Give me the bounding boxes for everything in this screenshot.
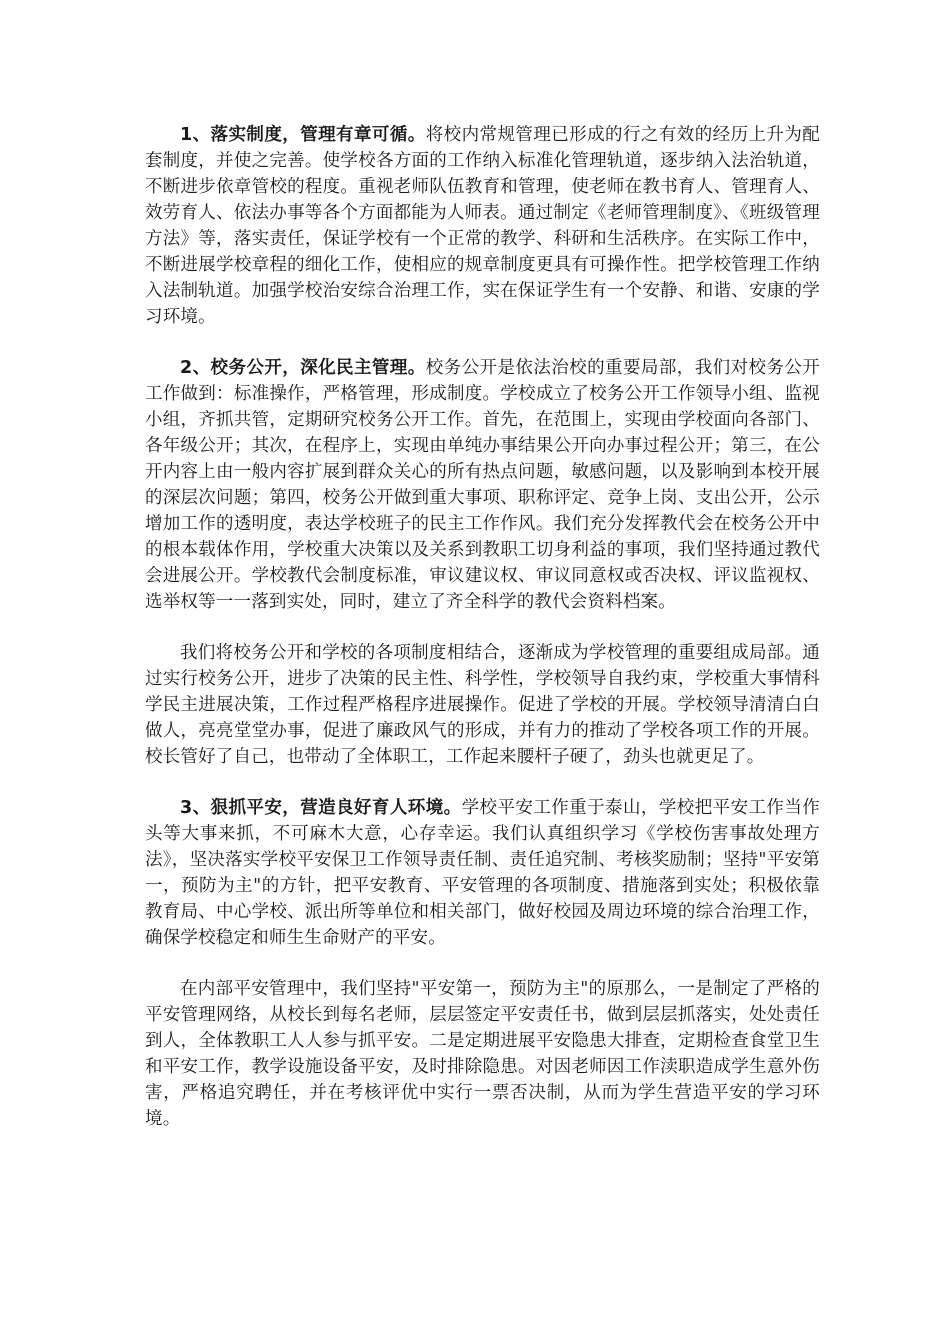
paragraph-1 (145, 122, 820, 330)
paragraph-5-body: 在内部平安管理中，我们坚持"平安第一，预防为主"的原那么，一是制定了严格的平安管理网络，从校长到每名老师，层层签定平安责任书，做到层层抓落实，处处责任到人，全体教职工人人参与抓平安。二是定期进展平安隐患大排查，定期检查食堂卫生和平安工作，教学设施设备平安，及时排除隐患。对因老师因工作渎职造成学生意外伤害，严格追究聘任，并在考核评优中实行一票否决制，从而为学生营造平安的学习环境。 (145, 979, 820, 1129)
paragraph-4-body: 学校平安工作重于泰山，学校把平安工作当作头等大事来抓，不可麻木大意，心存幸运。我们认真组织学习《学校伤害事故处理方法》，坚决落实学校平安保卫工作领导责任制、责任追究制、考核奖励制；坚持"平安第一，预防为主"的方针，把平安教育、平安管理的各项制度、措施落到实处；积极依靠教育局、中心学校、派出所等单位和相关部门，做好校园及周边环境的综合治理工作，确保学校稳定和师生生命财产的平安。 (145, 798, 820, 948)
paragraph-1-heading: 1、落实制度，管理有章可循。 (180, 125, 426, 145)
paragraph-2-body: 校务公开是依法治校的重要局部，我们对校务公开工作做到：标准操作，严格管理，形成制度。学校成立了校务公开工作领导小组、监视小组，齐抓共管，定期研究校务公开工作。首先，在范围上，实现由学校面向各部门、各年级公开；其次，在程序上，实现由单纯办事结果公开向办事过程公开；第三，在公开内容上由一般内容扩展到群众关心的所有热点问题，敏感问题，以及影响到本校开展的深层次问题；第四，校务公开做到重大事项、职称评定、竞争上岗、支出公开，公示增加工作的透明度，表达学校班子的民主工作作风。我们充分发挥教代会在校务公开中的根本载体作用，学校重大决策以及关系到教职工切身利益的事项，我们坚持通过教代会进展公开。学校教代会制度标准，审议建议权、审议同意权或否决权、评议监视权、选举权等一一落到实处，同时，建立了齐全科学的教代会资料档案。 (145, 358, 820, 612)
paragraph-3-body: 我们将校务公开和学校的各项制度相结合，逐渐成为学校管理的重要组成局部。通过实行校务公开，进步了决策的民主性、科学性，学校领导自我约束，学校重大事情科学民主进展决策，工作过程严格程序进展操作。促进了学校的开展。学校领导清清白白做人，亮亮堂堂办事，促进了廉政风气的形成，并有力的推动了学校各项工作的开展。校长管好了自己，也带动了全体职工，工作起来腰杆子硬了，劲头也就更足了。 (145, 643, 820, 767)
paragraph-5 (145, 976, 820, 1132)
paragraph-2 (145, 355, 820, 615)
paragraph-4-heading: 3、狠抓平安，营造良好育人环境。 (180, 798, 462, 818)
paragraph-1-body: 将校内常规管理已形成的行之有效的经历上升为配套制度，并使之完善。使学校各方面的工作纳入标准化管理轨道，逐步纳入法治轨道，不断进步依章管校的程度。重视老师队伍教育和管理，使老师在教书育人、管理育人、效劳育人、依法办事等各个方面都能为人师表。通过制定《老师管理制度》、《班级管理方法》等，落实责任，保证学校有一个正常的教学、科研和生活秩序。在实际工作中，不断进展学校章程的细化工作，使相应的规章制度更具有可操作性。把学校管理工作纳入法制轨道。加强学校治安综合治理工作，实在保证学生有一个安静、和谐、安康的学习环境。 (145, 125, 820, 327)
document-page (145, 122, 820, 1157)
paragraph-4 (145, 795, 820, 951)
paragraph-3 (145, 640, 820, 770)
paragraph-2-heading: 2、校务公开，深化民主管理。 (180, 358, 426, 378)
